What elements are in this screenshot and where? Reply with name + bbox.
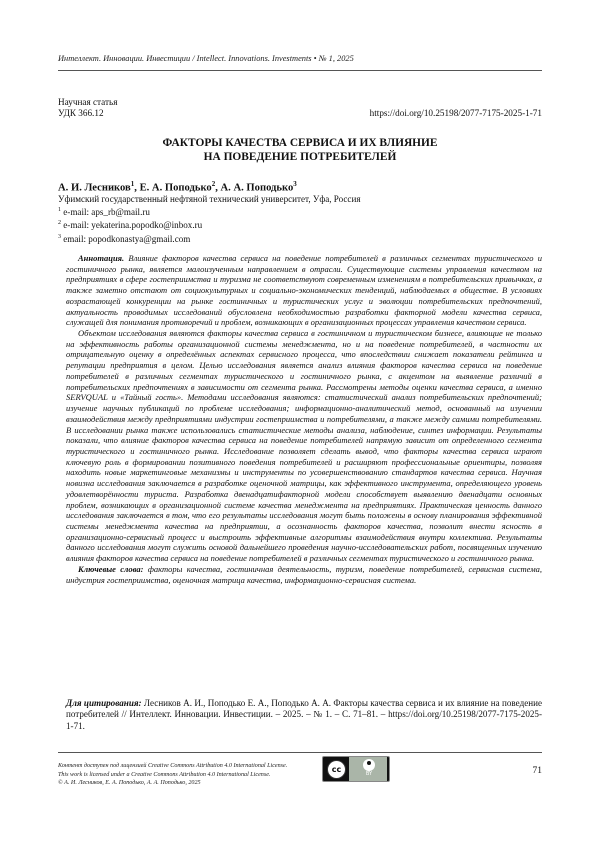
- title-line-2: НА ПОВЕДЕНИЕ ПОТРЕБИТЕЛЕЙ: [203, 151, 397, 163]
- email-num: 3: [58, 233, 61, 240]
- license-en: This work is licensed under a Creative Commons Attribution 4.0 International License.: [58, 771, 271, 778]
- license-ru: Контент доступен под лицензией Creative Commons Attribution 4.0 International License.: [58, 763, 288, 769]
- page-number: 71: [532, 766, 542, 776]
- article-type: Научная статья: [58, 97, 118, 107]
- email-1: [58, 205, 361, 218]
- doi-link[interactable]: https://doi.org/10.25198/2077-7175-2025-1-71: [369, 108, 542, 118]
- citation-text: Лесников А. И., Поподько Е. А., Поподько А. А. Факторы качества сервиса и их влияние на поведение потребителей // Интеллект. Инновации. Инвестиции. – 2025. – № 1. – С. 71–81. – https://doi.org/10.25198/2077-7175-2025-1-71.: [66, 698, 542, 731]
- footer-divider: [58, 752, 542, 753]
- affiliations: [58, 194, 361, 245]
- person-icon: [363, 759, 375, 771]
- header-divider: [58, 70, 542, 71]
- keywords-label: Ключевые слова:: [78, 563, 144, 574]
- email-text[interactable]: e-mail: yekaterina.popodko@inbox.ru: [61, 220, 203, 231]
- article-meta: [58, 97, 117, 119]
- keywords-text: факторы качества, гостиничная деятельность, туризм, поведение потребителей, сервисная система, индустрия гостеприимства, оценочная матрица качества, информационно-сервисная система.: [66, 563, 542, 585]
- abstract-label: Аннотация.: [78, 253, 125, 263]
- abstract-paragraph-1: [66, 253, 542, 328]
- author-separator: ,: [215, 182, 221, 194]
- copyright: © А. И. Лесников, Е. А. Поподько, А. А. Поподько, 2025: [58, 780, 201, 787]
- cc-by-license-badge[interactable]: [322, 756, 390, 782]
- author-3-affil: 3: [293, 180, 297, 188]
- running-header: Интеллект. Инновации. Инвестиции / Intellect. Innovations. Investments • № 1, 2025: [58, 54, 354, 63]
- email-text[interactable]: email: popodkonastya@gmail.com: [61, 233, 191, 244]
- license-notice: [58, 762, 348, 788]
- author-list: [58, 180, 297, 194]
- email-3: [58, 232, 361, 245]
- keywords: [66, 564, 542, 585]
- email-text[interactable]: e-mail: aps_rb@mail.ru: [61, 207, 150, 218]
- author-3: А. А. Поподько: [220, 182, 294, 194]
- email-num: 2: [58, 220, 61, 227]
- abstract: [66, 253, 542, 585]
- email-2: [58, 218, 361, 231]
- author-2: Е. А. Поподько: [139, 182, 212, 194]
- affiliation: Уфимский государственный нефтяной технический университет, Уфа, Россия: [58, 194, 361, 204]
- abstract-paragraph-2: Объектом исследования являются факторы качества сервиса в гостиничном и туристическом бизнесе, влияющие не только на эффективность работы организационной системы менеджмента, но и на поведение потребителей, в частности их отрицательную оценку в определённых аспектах сервисного процесса, что впоследствии снижает показатели рейтинга и репутации предприятия в целом. Целью исследования является анализ влияния факторов качества сервиса на поведение потребителей в различных сегментах туристического и гостиничного рынка, с акцентом на выявление различий в потребительских предпочтениях в зависимости от сегмента рынка. Рассмотрены методы оценки качества сервиса, а именно SERVQUAL и «Тайный гость». Методами исследования являются: статистический анализ потребительских предпочтений; изучение научных публикаций по проблеме исследования; информационно-аналитический метод, основанный на изучении взаимодействия между предприятиями индустрии гостеприимства и потребителями, а также между самими потребителями. В исследовании рынка также использовались статистические методы анализа, наблюдение, синтез информации. Результаты показали, что влияние факторов качества сервиса на поведение потребителей напрямую зависит от определенного сегмента туристического и гостиничного рынка. Исследование позволяет сделать вывод, что факторы качества сервиса играют ключевую роль в формировании позитивного поведения потребителей и расширяют профессиональные ориентиры, позволяя находить новые маркетинговые механизмы и инструменты по усовершенствованию стандартов качества сервиса. Научная новизна исследования заключается в разработке оценочной матрицы, как эффективного инструмента, определяющего уровень удовлетворённости туриста. Разработка двенадцатифакторной модели способствует выявлению двенадцати основных проблем, возникающих в организационной системе качества менеджмента на предприятиях. Практическая ценность данного исследования заключается в том, что его результаты исследования могут быть положены в основу планирования эффективной системы менеджмента качества на предприятии, а осознанность факторов качества, позволит внести ясность в организационно-сервисный процесс и выстроить эффективные алгоритмы взаимодействия внутри коллектива. Результаты данного исследования могут служить основой дальнейшего проведения научно-исследовательских работ, посвященных изучению влияния факторов качества сервиса на поведение потребителей в различных сегментах туристического и гостиничного рынка.: [66, 328, 542, 564]
- article-title: [58, 136, 542, 164]
- title-line-1: ФАКТОРЫ КАЧЕСТВА СЕРВИСА И ИХ ВЛИЯНИЕ: [162, 137, 438, 149]
- udc-code: УДК 366.12: [58, 108, 104, 118]
- author-1-affil: 1: [130, 180, 135, 188]
- by-label: BY: [365, 771, 373, 777]
- abstract-text-1: Влияние факторов качества сервиса на поведение потребителей в различных сегментах туристического и гостиничного рынка, является малоизученным направлением в отрасли. Существующие системы управления качеством на предприятиях в сфере гостеприимства и туризма не соответствуют современным изменениям в потребительских привычках, а также заметно отстают от социокультурных и социально-экономических тенденций, наблюдаемых в обществе. В условиях возрастающей конкуренции на рынке гостиничных и туристических услуг и эволюции потребительских предпочтений, актуальность проводимых исследований обусловлена необходимостью разработки факторной модели качества сервиса, служащей для понимания противоречий и проблем, возникающих в организационных процессах управления качеством сервиса.: [66, 253, 542, 328]
- author-2-affil: 2: [211, 180, 216, 188]
- author-separator: ,: [134, 182, 140, 194]
- email-num: 1: [58, 207, 61, 214]
- author-1: А. И. Лесников: [58, 182, 131, 194]
- citation-label: Для цитирования:: [66, 698, 142, 708]
- citation: [66, 698, 542, 732]
- cc-icon: cc: [327, 760, 346, 779]
